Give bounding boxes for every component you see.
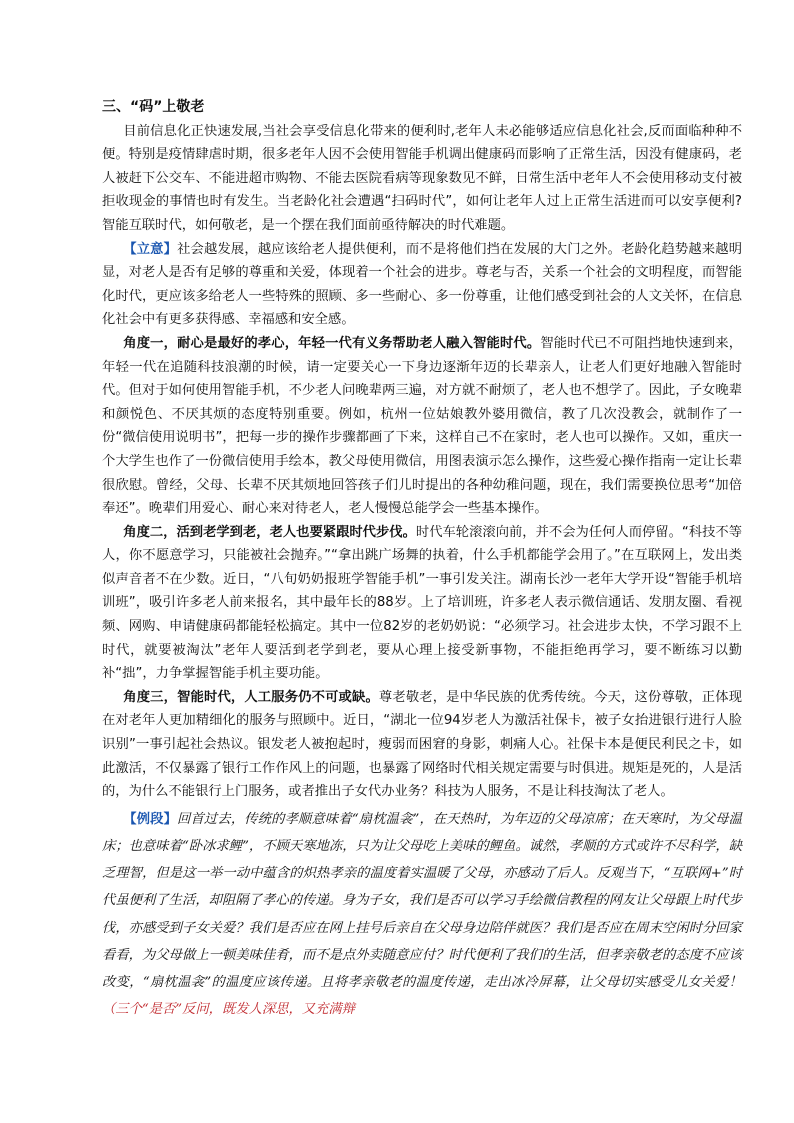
intro-paragraph: 目前信息化正快速发展,当社会享受信息化带来的便利时,老年人未必能够适应信息化社会,反而面临种种不便。特别是疫情肆虐时期，很多老年人因不会使用智能手机调出健康码而影响了正常生活，因没有健康码，老人被赶下公交车、不能进超市购物、不能去医院看病等现象数见不鲜，日常生活中老年人不会使用移动支付被拒收现金的事情也时有发生。当老龄化社会遭遇“扫码时代”，如何让老年人过上正常生活进而可以安享便利?智能互联时代，如何敬老，是一个摆在我们面前亟待解决的时代难题。: [102, 123, 742, 233]
angle2-paragraph: [102, 521, 742, 686]
theme-tag: 【立意】: [123, 241, 178, 257]
angle1-title: 角度一，耐心是最好的孝心，年轻一代有义务帮助老人融入智能时代。: [123, 335, 541, 351]
section-heading: 三、“码”上敬老: [102, 99, 205, 115]
angle1-paragraph: [102, 332, 742, 521]
document-content: [102, 96, 742, 1037]
angle2-title: 角度二，活到老学到老，老人也要紧跟时代步伐。: [123, 524, 416, 540]
angle3-paragraph: [102, 686, 742, 804]
angle3-text: 尊老敬老，是中华民族的优秀传统。今天，这份尊敬，正体现在对老年人更加精细化的服务与照顾中。近日，“湖北一位94岁老人为激活社保卡，被子女抬进银行进行人脸识别”一事引起社会热议。银发老人被抱起时，瘦弱而困窘的身影，刺痛人心。社保卡本是便民利民之卡，如此激活，不仅暴露了银行工作作风上的问题，也暴露了网络时代相关规定需要与时俱进。规矩是死的，人是活的，为什么不能银行上门服务，或者推出子女代办业务？科技为人服务，不是让科技淘汰了老人。: [102, 689, 743, 800]
angle1-text: 智能时代已不可阻挡地快速到来，年轻一代在追随科技浪潮的时候，请一定要关心一下身边逐渐年迈的长辈亲人，让老人们更好地融入智能时代。但对于如何使用智能手机，不少老人问晚辈两三遍，对方就不耐烦了，老人也不想学了。因此，子女晚辈和颜悦色、不厌其烦的态度特别重要。例如，杭州一位姑娘教外婆用微信，教了几次没教会，就制作了一份“微信使用说明书”，把每一步的操作步骤都画了下来，这样自己不在家时，老人也可以操作。又如，重庆一个大学生也作了一份微信使用手绘本，教父母使用微信，用图表演示怎么操作，这些爱心操作指南一定让长辈很欣慰。曾经，父母、长辈不厌其烦地回答孩子们儿时提出的各种幼稚问题，现在，我们需要换位思考“加倍奉还”。晚辈们用爱心、耐心来对待老人，老人慢慢总能学会一些基本操作。: [102, 335, 742, 517]
example-comment: （三个“是否”反问，既发人深思，又充满辩: [102, 1002, 355, 1018]
theme-paragraph: [102, 238, 742, 332]
example-tag: 【例段】: [123, 811, 178, 827]
theme-text: 社会越发展，越应该给老人提供便利，而不是将他们挡在发展的大门之外。老龄化趋势越来越明显，对老人是否有足够的尊重和关爱，体现着一个社会的进步。尊老与否，关系一个社会的文明程度，而智能化时代，更应该多给老人一些特殊的照顾、多一些耐心、多一份尊重，让他们感受到社会的人文关怀，在信息化社会中有更多获得感、幸福感和安全感。: [102, 241, 743, 328]
example-paragraph: [102, 806, 742, 1024]
angle2-text: 时代车轮滚滚向前，并不会为任何人而停留。“科技不等人，你不愿意学习，只能被社会抛弃。”“拿出跳广场舞的执着，什么手机都能学会用了。”在互联网上，发出类似声音者不在少数。近日，“八旬奶奶报班学智能手机”一事引发关注。湖南长沙一老年大学开设“智能手机培训班”，吸引许多老人前来报名，其中最年长的88岁。上了培训班，许多老人表示微信通话、发朋友圈、看视频、网购、申请健康码都能轻松搞定。其中一位82岁的老奶奶说：“必须学习。社会进步太快，不学习跟不上时代，就要被淘汰”老年人要活到老学到老，要从心理上接受新事物，不能拒绝再学习，要不断练习以勤补“拙”，力争掌握智能手机主要功能。: [102, 524, 743, 682]
angle3-title: 角度三，智能时代，人工服务仍不可或缺。: [123, 689, 379, 705]
example-text: 回首过去，传统的孝顺意味着“扇枕温衾”，在天热时，为年迈的父母凉席；在天寒时，为父母温床；也意味着“卧冰求鲤”，不顾天寒地冻，只为让父母吃上美味的鲤鱼。诚然，孝顺的方式或许不尽科学，缺乏理智，但是这一举一动中蕴含的炽热孝亲的温度着实温暖了父母，亦感动了后人。反观当下，“互联网+”时代虽便利了生活，却阻隔了孝心的传递。身为子女，我们是否可以学习手绘微信教程的网友让父母跟上时代步伐，亦感受到子女关爱？我们是否应在网上挂号后亲自在父母身边陪伴就医？我们是否应在周末空闲时分回家看看，为父母做上一顿美味佳肴，而不是点外卖随意应付？时代便利了我们的生活，但孝亲敬老的态度不应该改变，“扇枕温衾”的温度应该传递。且将孝亲敬老的温度传递，走出冰冷屏幕，让父母切实感受儿女关爱！: [102, 811, 743, 991]
